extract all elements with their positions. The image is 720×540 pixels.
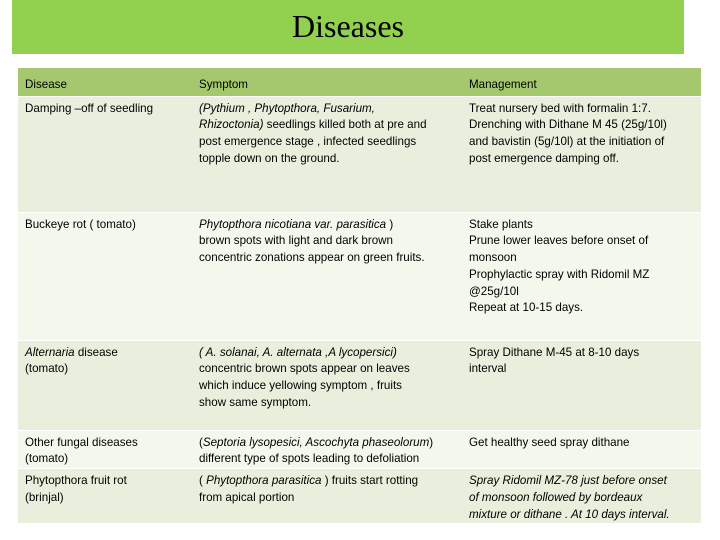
management-text: post emergence damping off. (469, 151, 619, 165)
symptom-line (199, 490, 455, 507)
symptom-line (199, 345, 455, 362)
management-line (469, 217, 694, 234)
management-line (469, 507, 694, 524)
page-title: Diseases (292, 8, 404, 44)
symptom-line (199, 134, 455, 151)
management-text: of monsoon followed by bordeaux (469, 490, 643, 504)
symptom-text: Phytopthora nicotiana var. parasitica (199, 217, 387, 231)
management-text: monsoon (469, 251, 517, 265)
management-line (469, 284, 694, 301)
symptom-text: concentric brown spots appear on leaves (199, 362, 410, 376)
disease-line (25, 490, 185, 507)
cell-management (462, 340, 701, 430)
symptom-text: which induce yellowing symptom , fruits (199, 379, 402, 393)
symptom-text: brown spots with light and dark brown (199, 234, 393, 248)
disease-line (25, 361, 185, 378)
symptom-line (199, 361, 455, 378)
management-text: Treat nursery bed with formalin 1:7. (469, 101, 651, 115)
management-text: Stake plants (469, 217, 533, 231)
management-line (469, 490, 694, 507)
symptom-line (199, 101, 455, 118)
symptom-text: topple down on the ground. (199, 151, 340, 165)
management-line (469, 151, 694, 168)
disease-line (25, 435, 185, 452)
disease-line (25, 101, 185, 118)
symptom-line (199, 435, 455, 452)
symptom-text: Phytopthora parasitica (206, 474, 322, 488)
disease-line (25, 345, 185, 362)
symptom-line (199, 151, 455, 168)
symptom-text: different type of spots leading to defoliation (199, 452, 420, 466)
symptom-text: show same symptom. (199, 395, 312, 409)
symptom-line (199, 217, 455, 234)
management-line (469, 233, 694, 250)
management-line (469, 250, 694, 267)
title-banner (12, 0, 684, 54)
diseases-table (18, 68, 701, 524)
symptom-text: ) (386, 217, 394, 231)
management-line (469, 134, 694, 151)
management-text: and bavistin (5g/10l) at the initiation of (469, 135, 665, 149)
symptom-text: ( (199, 435, 203, 449)
header-disease: Disease (18, 68, 192, 96)
symptom-text: seedlings killed both at pre and (263, 118, 427, 132)
symptom-text: ) fruits start rotting (321, 474, 419, 488)
management-line (469, 361, 694, 378)
table-row (18, 96, 701, 212)
symptom-line (199, 395, 455, 412)
table-row (18, 340, 701, 430)
management-text: Get healthy seed spray dithane (469, 435, 630, 449)
management-text: interval (469, 362, 507, 376)
cell-management (462, 430, 701, 469)
management-text: Spray Ridomil MZ-78 just before onset (469, 474, 667, 488)
disease-text: Buckeye rot ( tomato) (25, 217, 136, 231)
table-row (18, 430, 701, 469)
disease-text: Alternaria (25, 345, 75, 359)
cell-symptom (192, 469, 462, 524)
symptom-text: concentric zonations appear on green fruits. (199, 251, 425, 265)
table-header-row (18, 68, 701, 96)
management-text: Drenching with Dithane M 45 (25g/10l) (469, 118, 667, 132)
cell-disease (18, 340, 192, 430)
symptom-text: Septoria lysopesici, Ascochyta phaseolorum (202, 435, 430, 449)
management-text: Spray Dithane M-45 at 8-10 days (469, 345, 640, 359)
symptom-line (199, 473, 455, 490)
disease-line (25, 473, 185, 490)
disease-line (25, 217, 185, 234)
cell-disease (18, 96, 192, 212)
management-line (469, 473, 694, 490)
symptom-text: post emergence stage , infected seedlings (199, 135, 417, 149)
disease-text: Other fungal diseases (25, 435, 138, 449)
cell-management (462, 212, 701, 340)
management-line (469, 345, 694, 362)
symptom-text: ( A. solanai, A. alternata ,A lycopersici) (199, 345, 397, 359)
cell-management (462, 469, 701, 524)
management-line (469, 101, 694, 118)
cell-disease (18, 430, 192, 469)
disease-text: (tomato) (25, 362, 69, 376)
management-text: Prophylactic spray with Ridomil MZ (469, 267, 650, 281)
disease-text: (tomato) (25, 452, 69, 466)
cell-disease (18, 212, 192, 340)
disease-text: (brinjal) (25, 490, 64, 504)
symptom-text: ) (429, 435, 434, 449)
management-text: Repeat at 10-15 days. (469, 301, 584, 315)
disease-text: Damping –off of seedling (25, 101, 154, 115)
header-symptom: Symptom (192, 68, 462, 96)
symptom-text: Rhizoctonia) (199, 118, 264, 132)
table-body (18, 96, 701, 524)
cell-symptom (192, 340, 462, 430)
cell-disease (18, 469, 192, 524)
management-line (469, 267, 694, 284)
management-text: @25g/10l (469, 284, 519, 298)
symptom-line (199, 250, 455, 267)
management-text: mixture or dithane . At 10 days interval. (469, 507, 670, 521)
symptom-text: ( (199, 474, 207, 488)
table-row (18, 469, 701, 524)
management-line (469, 117, 694, 134)
symptom-line (199, 233, 455, 250)
symptom-text: from apical portion (199, 490, 295, 504)
cell-symptom (192, 430, 462, 469)
disease-line (25, 451, 185, 468)
symptom-line (199, 451, 455, 468)
management-line (469, 435, 694, 452)
symptom-line (199, 378, 455, 395)
table-row (18, 212, 701, 340)
cell-symptom (192, 212, 462, 340)
symptom-line (199, 117, 455, 134)
cell-symptom (192, 96, 462, 212)
management-text: Prune lower leaves before onset of (469, 234, 649, 248)
management-line (469, 300, 694, 317)
cell-management (462, 96, 701, 212)
header-management: Management (462, 68, 701, 96)
disease-text: disease (74, 345, 118, 359)
symptom-text: (Pythium , Phytopthora, Fusarium, (199, 101, 375, 115)
disease-text: Phytopthora fruit rot (25, 474, 127, 488)
